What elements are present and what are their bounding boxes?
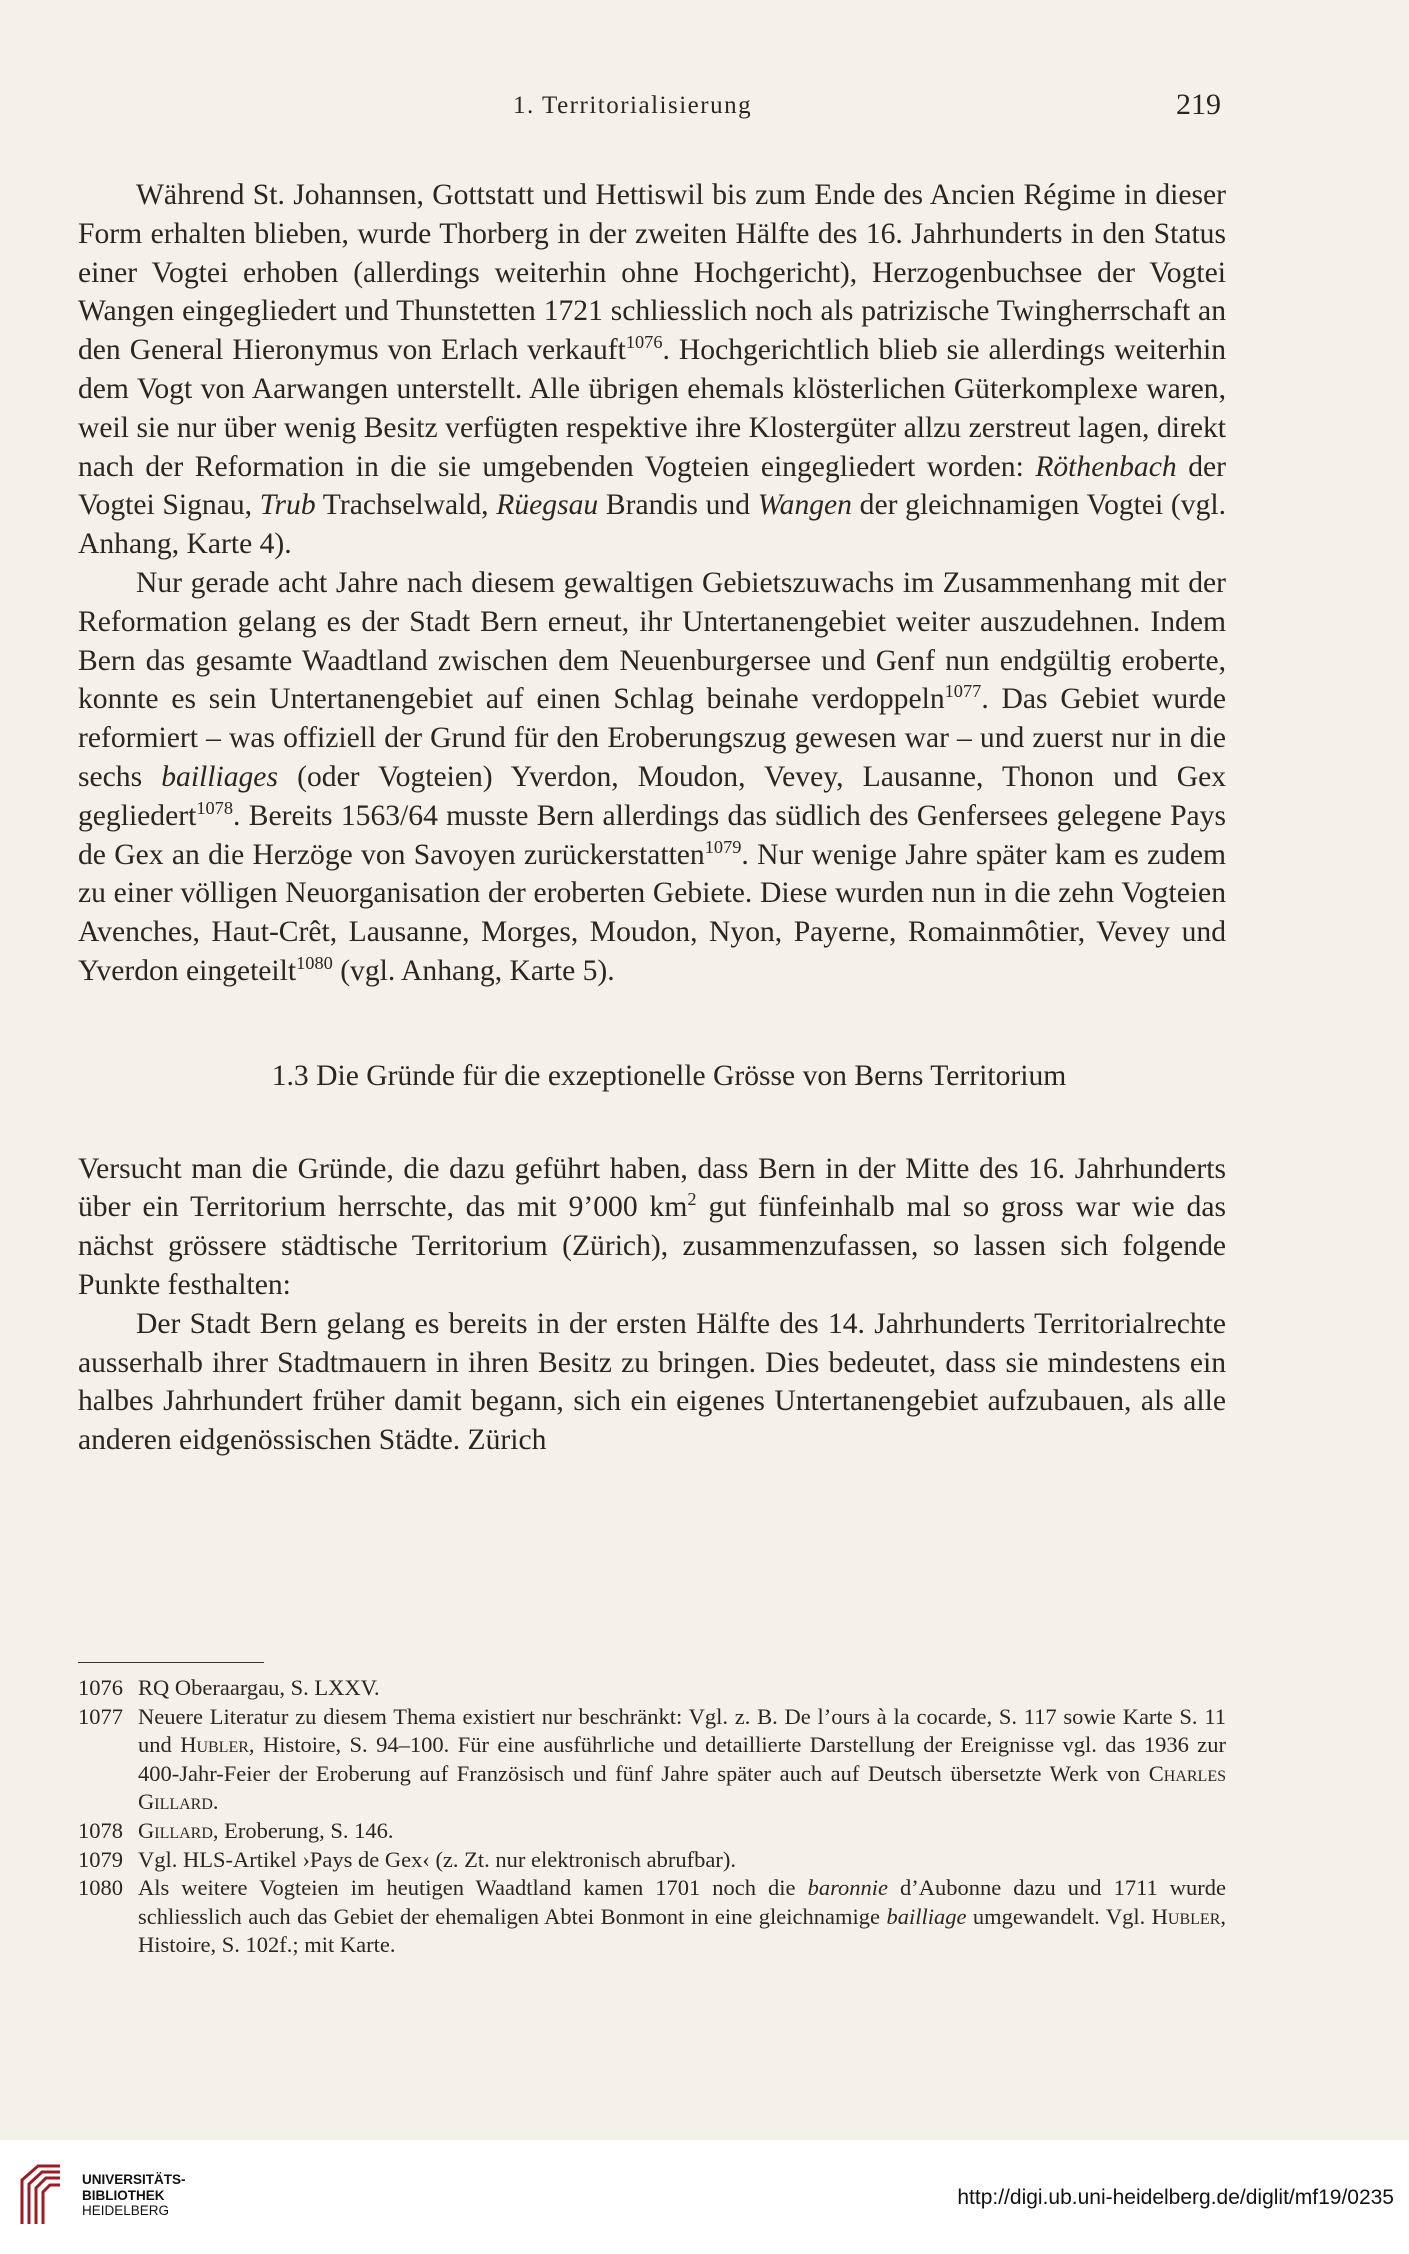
footnote-separator <box>78 1662 264 1663</box>
paragraph-1: Während St. Johannsen, Gottstatt und Hettiswil bis zum Ende des Ancien Régime in dieser Form erhalten blieben, wurde Thorberg in der zweiten Hälfte des 16. Jahrhunderts in den Status einer Vogtei erhoben (allerdings weiterhin ohne Hochgericht), Herzogenbuchsee der Vogtei Wangen eingegliedert und Thunstetten 1721 schliesslich noch als patrizische Twingherrschaft an den General Hieronymus von Erlach verkauft$^{1076}$. Hochgerichtlich blieb sie allerdings weiterhin dem Vogt von Aarwangen unterstellt. Alle übrigen ehemals klösterlichen Güterkomplexe waren, weil sie nur über wenig Besitz verfügten respektive ihre Klostergüter allzu zerstreut lagen, direkt nach der Reformation in die sie umgebenden Vogteien eingegliedert worden: Röthenbach der Vogtei Signau, Trub Trachselwald, Rüegsau Brandis und Wangen der gleichnamigen Vogtei (vgl. Anhang, Karte 4). <box>78 179 1226 561</box>
library-logo-icon[interactable] <box>16 2160 66 2230</box>
page-number: 219 <box>1176 88 1221 121</box>
source-url-link[interactable]: http://digi.ub.uni-heidelberg.de/diglit/mf19/0235 <box>957 2186 1394 2209</box>
digitization-footer <box>0 2140 1409 2254</box>
page-header <box>0 88 1409 128</box>
footnote-ref[interactable]: 1077 <box>944 681 982 702</box>
footnotes <box>78 1674 1226 1960</box>
footnote-ref[interactable]: 1078 <box>196 797 234 818</box>
footnote-ref[interactable]: 1080 <box>296 952 333 973</box>
running-title: 1. Territorialisierung <box>513 92 753 119</box>
footnote-1080: 1080 Als weitere Vogteien im heutigen Waadtland kamen 1701 noch die baronnie d’Aubonne dazu und 1711 wurde schliesslich auch das Gebiet der ehemaligen Abtei Bonmont in eine gleichnamige bailliage umgewandelt. Vgl. Hubler, Histoire, S. 102f.; mit Karte. <box>78 1875 1226 1958</box>
library-name: UNIVERSITÄTS- BIBLIOTHEK HEIDELBERG <box>82 2172 186 2218</box>
footnote-1077: 1077 Neuere Literatur zu diesem Thema existiert nur beschränkt: Vgl. z. B. De l’ours à la cocarde, S. 117 sowie Karte S. 11 und Hubler, Histoire, S. 94–100. Für eine ausführliche und detaillierte Darstellung der Ereignisse vgl. das 1936 zur 400-Jahr-Feier der Eroberung auf Französisch und fünf Jahre später auch auf Deutsch übersetzte Werk von Charles Gillard. <box>78 1703 1226 1815</box>
paragraph-2: Nur gerade acht Jahre nach diesem gewaltigen Gebietszuwachs im Zusammenhang mit der Reformation gelang es der Stadt Bern erneut, ihr Untertanengebiet weiter auszudehnen. Indem Bern das gesamte Waadtland zwischen dem Neuenburgersee und Genf nun endgültig eroberte, konnte es sein Untertanengebiet auf einen Schlag beinahe verdoppeln$^{1077}$. Das Gebiet wurde reformiert – was offiziell der Grund für den Eroberungszug gewesen war – und zuerst nur in die sechs bailliages (oder Vogteien) Yverdon, Moudon, Vevey, Lausanne, Thonon und Gex gegliedert$^{1078}$. Bereits 1563/64 musste Bern allerdings das südlich des Genfersees gelegene Pays de Gex an die Herzöge von Savoyen zurückerstatten$^{1079}$. Nur wenige Jahre später kam es zudem zu einer völligen Neuorganisation der eroberten Gebiete. Diese wurden nun in die zehn Vogteien Avenches, Haut-Crêt, Lausanne, Morges, Moudon, Nyon, Payerne, Romainmôtier, Vevey und Yverdon eingeteilt$^{1080}$ (vgl. Anhang, Karte 5). <box>78 566 1227 987</box>
footnote-ref[interactable]: 1076 <box>625 332 663 353</box>
footnote-ref[interactable]: 1079 <box>704 836 742 857</box>
paragraph-3: Versucht man die Gründe, die dazu geführt haben, dass Bern in der Mitte des 16. Jahrhunderts über ein Territorium herrschte, das mit 9’000 $km^2$ gut fünfeinhalb mal so gross war wie das nächst grössere städtische Territorium (Zürich), zusammenzufassen, so lassen sich folgende Punkte festhalten: <box>78 1152 1226 1301</box>
paragraph-4: Der Stadt Bern gelang es bereits in der ersten Hälfte des 14. Jahrhunderts Territorialrechte ausserhalb ihrer Stadtmauern in ihren Besitz zu bringen. Dies bedeutet, dass sie mindestens ein halbes Jahrhundert früher damit begann, sich ein eigenes Untertanengebiet aufzubauen, als alle anderen eidgenössischen Städte. Zürich <box>78 1307 1226 1457</box>
footnote-1078: 1078 Gillard, Eroberung, S. 146. <box>78 1817 394 1843</box>
footnote-1076: 1076 RQ Oberaargau, S. LXXV. <box>78 1675 380 1700</box>
main-text <box>78 176 1226 1460</box>
section-heading: 1.3 Die Gründe für die exzeptionelle Grösse von Berns Territorium <box>271 1059 1067 1092</box>
footnote-1079: 1079 Vgl. HLS-Artikel ›Pays de Gex‹ (z. Zt. nur elektronisch abrufbar). <box>78 1846 736 1872</box>
